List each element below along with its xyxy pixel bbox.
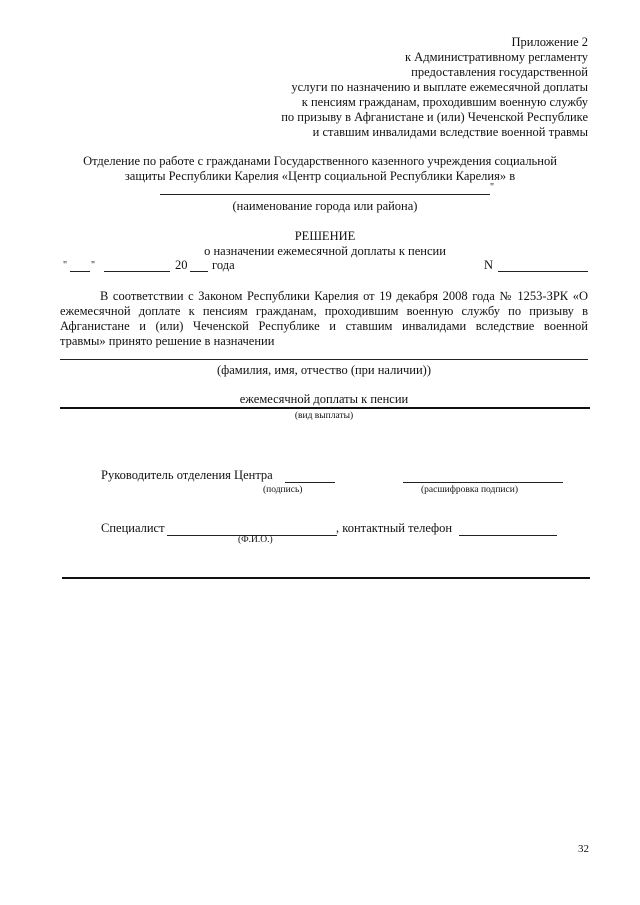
fio-short-hint: (Ф.И.О.) [238,535,273,545]
head-label: Руководитель отделения Центра [101,468,273,482]
department-line-2: защиты Республики Карелия «Центр социальной Республики Карелия» в [124,169,516,183]
payment-value: ежемесячной доплаты к пенсии [239,392,409,406]
decision-subtitle: о назначении ежемесячной доплаты к пенсии [204,244,446,258]
date-quote-open: " [63,260,68,271]
body-line-2: ежемесячной доплате к пенсиям гражданам, проходившим военную службу по призыву в [60,304,588,318]
decision-title: РЕШЕНИЕ [294,229,356,243]
decision-number-field[interactable] [498,271,588,272]
date-quote-close: " [91,260,96,271]
appendix-line: Приложение 2 [511,35,588,49]
head-signature-field[interactable] [285,482,335,483]
phone-field[interactable] [459,535,557,536]
decision-number-label: N [484,258,494,272]
appendix-line: и ставшим инвалидами вследствие военной травмы [312,125,588,139]
phone-label: , контактный телефон [336,521,453,535]
appendix-line: по призыву в Афганистане и (или) Чеченской Республике [281,110,588,124]
appendix-line: услуги по назначению и выплате ежемесячной доплаты [291,80,588,94]
appendix-line: к пенсиям гражданам, проходившим военную службу [301,95,588,109]
body-line-1: В соответствии с Законом Республики Карелия от 19 декабря 2008 года № 1253-ЗРК «О [100,289,588,303]
date-year-suffix: года [212,258,235,272]
body-line-4: травмы» принято решение в назначении [60,334,275,348]
head-decode-field[interactable] [403,482,563,483]
appendix-line: предоставления государственной [411,65,588,79]
payment-field-line [60,407,590,409]
date-month-field[interactable] [104,271,170,272]
date-year-prefix: 20 [175,258,188,272]
signature-hint: (подпись) [263,485,303,495]
appendix-line: к Административному регламенту [404,50,588,64]
fio-hint: (фамилия, имя, отчество (при наличии)) [216,363,431,377]
specialist-label: Специалист [101,521,165,535]
date-year-field[interactable] [190,271,208,272]
city-field-quote: " [490,182,495,193]
payment-hint: (вид выплаты) [294,411,354,421]
bottom-rule [62,577,590,579]
city-hint: (наименование города или района) [232,199,418,213]
city-field-line[interactable] [160,194,490,195]
decode-hint: (расшифровка подписи) [421,485,518,495]
department-line-1: Отделение по работе с гражданами Государственного казенного учреждения социальной [83,154,557,168]
date-day-field[interactable] [70,271,90,272]
fio-field-line[interactable] [60,359,588,360]
page-number: 32 [578,843,589,855]
body-line-3: Афганистане и (или) Чеченской Республике и ставшим инвалидами вследствие военной [60,319,588,333]
